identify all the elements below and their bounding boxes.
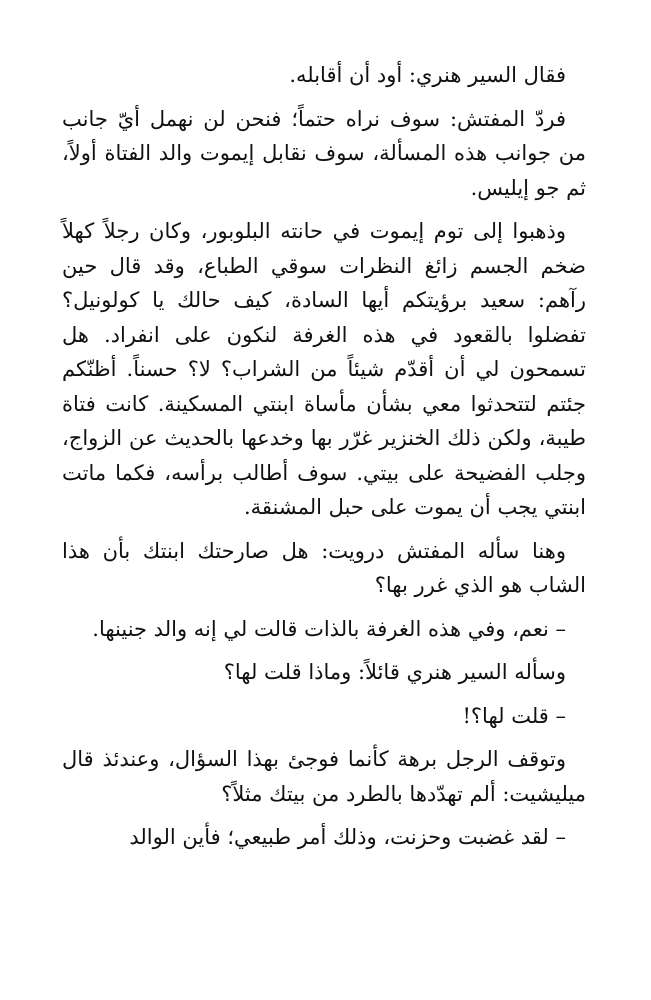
paragraph-2: فردّ المفتش: سوف نراه حتماً؛ فنحن لن نهمل أيّ جانب من جوانب هذه المسألة، سوف نقابل إيموت والد الفتاة أولاً، ثم جو إيليس. [62, 106, 586, 200]
paragraph-6: وسأله السير هنري قائلاً: وماذا قلت لها؟ [223, 660, 566, 684]
paragraph-7: – قلت لها؟! [462, 703, 566, 728]
paragraph-5: – نعم، وفي هذه الغرفة بالذات قالت لي إنه والد جنينها. [92, 616, 566, 641]
book-page [62, 58, 586, 864]
paragraph-3: وذهبوا إلى توم إيموت في حانته البلوبور، وكان رجلاً كهلاً ضخم الجسم زائغ النظرات سوقي الطباع، وقد قال حين رآهم: سعيد برؤيتكم أيها السادة، كيف حالك يا كولونيل؟ تفضلوا بالقعود في هذه الغرفة لنكون على انفراد. هل تسمحون لي أن أقدّم شيئاً من الشراب؟ لا؟ حسناً. أظنّكم جئتم لتتحدثوا معي بشأن مأساة ابنتي المسكينة. كانت فتاة طيبة، ولكن ذلك الخنزير غرّر بها وخدعها بالحديث عن الزواج، وجلب الفضيحة على بيتي. سوف أطالب برأسه، فكما ماتت ابنتي يجب أن يموت على حبل المشنقة. [62, 219, 586, 519]
paragraph-1: فقال السير هنري: أود أن أقابله. [289, 63, 566, 87]
paragraph-4: وهنا سأله المفتش درويت: هل صارحتك ابنتك بأن هذا الشاب هو الذي غرر بها؟ [62, 538, 586, 597]
paragraph-8: وتوقف الرجل برهة كأنما فوجئ بهذا السؤال، وعندئذ قال ميليشيت: ألم تهدّدها بالطرد من بيتك مثلاً؟ [62, 747, 586, 806]
paragraph-9: – لقد غضبت وحزنت، وذلك أمر طبيعي؛ فأين الوالد [129, 825, 566, 849]
